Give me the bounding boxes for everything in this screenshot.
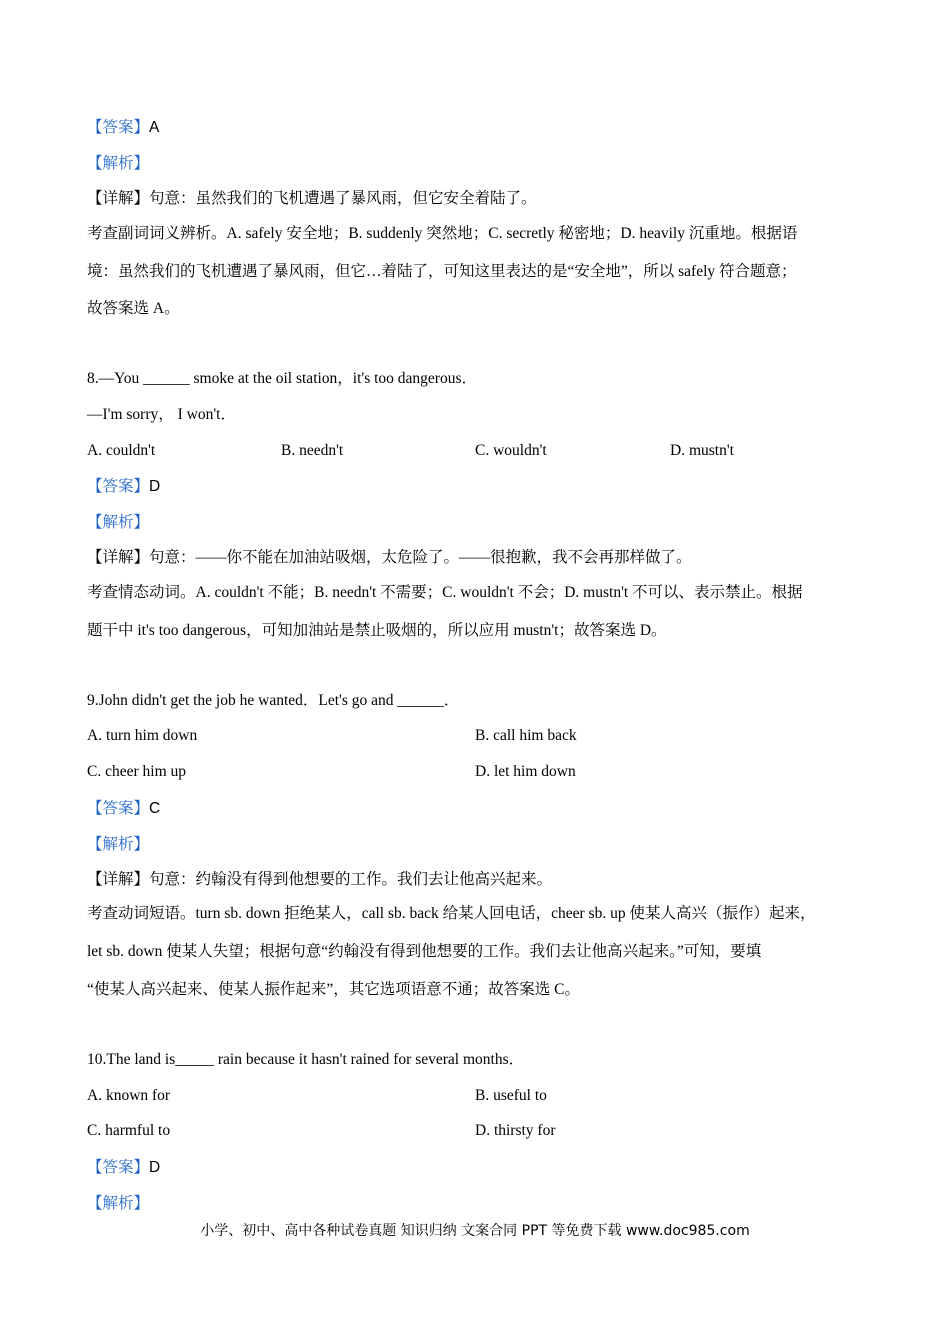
q10-option-a: A. known for xyxy=(87,1087,171,1104)
q9-analysis-line xyxy=(87,834,149,855)
q8-stem-1: 8.—You ______ smoke at the oil station，it's too dangerous． xyxy=(87,370,477,387)
q8-option-b: B. needn't xyxy=(281,442,344,459)
analysis-tag: 【解析】 xyxy=(87,513,150,531)
answer-value: D xyxy=(149,1159,161,1176)
q8-analysis-line xyxy=(87,512,149,533)
q10-option-c: C. harmful to xyxy=(87,1122,171,1139)
q9-answer-line xyxy=(87,798,160,819)
q8-explanation-1: 考查情态动词。A. couldn't 不能；B. needn't 不需要；C. wouldn't 不会；D. mustn't 不可以、表示禁止。根据 xyxy=(87,584,803,601)
q9-detail-line xyxy=(87,870,552,890)
q8-option-a: A. couldn't xyxy=(87,442,156,459)
answer-tag: 【答案】 xyxy=(87,118,150,136)
detail-text: 句意：虽然我们的飞机遭遇了暴风雨，但它安全着陆了。 xyxy=(149,190,537,207)
q10-stem: 10.The land is_____ rain because it hasn't rained for several months． xyxy=(87,1051,525,1068)
q7-explanation-1: 考查副词词义辨析。A. safely 安全地；B. suddenly 突然地；C. secretly 秘密地；D. heavily 沉重地。根据语 xyxy=(87,225,798,242)
q8-option-d: D. mustn't xyxy=(670,442,734,459)
answer-value: C xyxy=(149,800,161,817)
q9-option-b: B. call him back xyxy=(475,727,577,744)
analysis-tag: 【解析】 xyxy=(87,1194,150,1212)
answer-tag: 【答案】 xyxy=(87,477,150,495)
answer-tag: 【答案】 xyxy=(87,1158,150,1176)
q9-option-c: C. cheer him up xyxy=(87,763,187,780)
analysis-tag: 【解析】 xyxy=(87,835,150,853)
q8-option-c: C. wouldn't xyxy=(475,442,547,459)
q10-answer-line xyxy=(87,1157,160,1178)
q10-option-d: D. thirsty for xyxy=(475,1122,556,1139)
q10-option-b: B. useful to xyxy=(475,1087,547,1104)
q7-detail-line xyxy=(87,189,537,209)
q7-answer-line xyxy=(87,117,159,138)
q10-analysis-line xyxy=(87,1193,149,1214)
q7-explanation-2: 境：虽然我们的飞机遭遇了暴风雨，但它…着陆了，可知这里表达的是“安全地”，所以 safely 符合题意； xyxy=(87,263,797,280)
analysis-tag: 【解析】 xyxy=(87,154,150,172)
q9-option-a: A. turn him down xyxy=(87,727,198,744)
detail-tag: 【详解】 xyxy=(87,190,150,207)
q9-explanation-1: 考查动词短语。turn sb. down 拒绝某人，call sb. back 给某人回电话，cheer sb. up 使某人高兴（振作）起来， xyxy=(87,905,816,922)
q7-explanation-3: 故答案选 A。 xyxy=(87,300,180,317)
q9-explanation-2: let sb. down 使某人失望；根据句意“约翰没有得到他想要的工作。我们去让他高兴起来。”可知，要填 xyxy=(87,943,762,960)
answer-value: A xyxy=(149,119,160,136)
q9-stem: 9.John didn't get the job he wanted．Let's go and ______． xyxy=(87,692,460,709)
page-footer: 小学、初中、高中各种试卷真题 知识归纳 文案合同 PPT 等免费下载 www.doc985.com xyxy=(200,1223,750,1239)
detail-text: 句意：——你不能在加油站吸烟，太危险了。——很抱歉，我不会再那样做了。 xyxy=(149,549,692,566)
q8-stem-2: —I'm sorry， I won't． xyxy=(87,406,236,423)
detail-tag: 【详解】 xyxy=(87,549,150,566)
q8-explanation-2: 题干中 it's too dangerous，可知加油站是禁止吸烟的，所以应用 mustn't；故答案选 D。 xyxy=(87,622,667,639)
answer-tag: 【答案】 xyxy=(87,799,150,817)
detail-tag: 【详解】 xyxy=(87,871,150,888)
answer-value: D xyxy=(149,478,161,495)
q8-answer-line xyxy=(87,476,160,497)
detail-text: 句意：约翰没有得到他想要的工作。我们去让他高兴起来。 xyxy=(149,871,553,888)
q8-detail-line xyxy=(87,548,692,568)
q7-analysis-line xyxy=(87,153,149,174)
q9-option-d: D. let him down xyxy=(475,763,576,780)
q9-explanation-3: “使某人高兴起来、使某人振作起来”，其它选项语意不通；故答案选 C。 xyxy=(87,981,580,998)
